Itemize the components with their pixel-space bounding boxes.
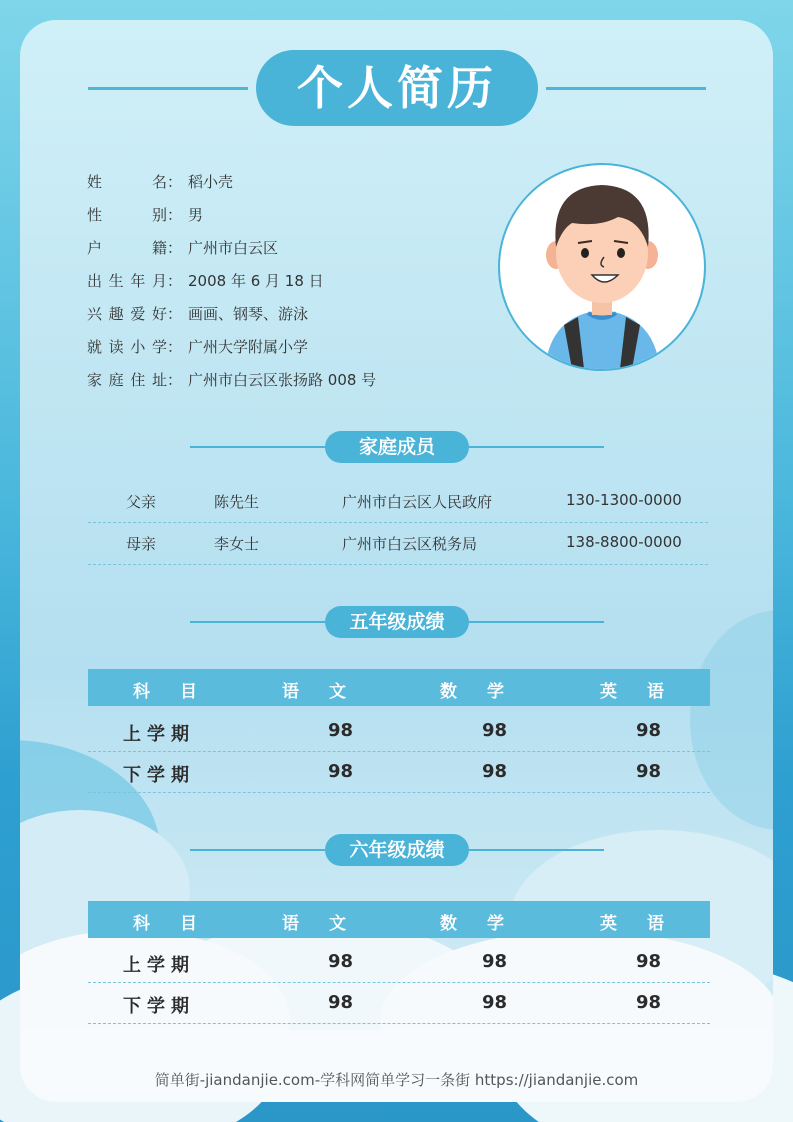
section-heading-grade6: 六年级成绩 <box>325 834 469 866</box>
score-english: 98 <box>636 761 662 782</box>
info-row-hukou: 户籍： 广州市白云区 <box>87 232 376 265</box>
info-value: 广州市白云区张扬路 008 号 <box>188 371 377 389</box>
page-title: 个人简历 <box>256 50 538 126</box>
family-phone: 130-1300-0000 <box>566 491 682 509</box>
column-header: 数学 <box>440 682 534 702</box>
family-row <box>88 522 708 565</box>
info-label: 姓名 <box>87 173 167 191</box>
info-row-address: 家庭住址： 广州市白云区张扬路 008 号 <box>87 364 376 397</box>
family-workplace: 广州市白云区人民政府 <box>342 493 493 511</box>
section-line-left <box>190 446 325 448</box>
term-label: 下学期 <box>123 765 195 786</box>
info-value: 男 <box>188 206 204 224</box>
family-phone: 138-8800-0000 <box>566 533 682 551</box>
section-line-right <box>469 446 604 448</box>
family-relation: 母亲 <box>126 535 157 553</box>
family-row <box>88 480 708 523</box>
info-value: 稻小壳 <box>188 173 234 191</box>
table-row <box>88 941 710 983</box>
table-row <box>88 751 710 793</box>
avatar <box>498 163 706 371</box>
title-line-right <box>546 87 706 90</box>
term-label: 上学期 <box>123 724 195 745</box>
info-label: 户籍 <box>87 239 167 257</box>
footer-watermark: 简单街-jiandanjie.com-学科网简单学习一条街 https://jiandanjie.com <box>154 1071 639 1089</box>
grade5-table-header <box>88 669 710 706</box>
term-label: 下学期 <box>123 996 195 1017</box>
section-line-right <box>469 621 604 623</box>
info-value: 广州市白云区 <box>188 239 279 257</box>
family-relation: 父亲 <box>126 493 157 511</box>
score-english: 98 <box>636 720 662 741</box>
score-chinese: 98 <box>328 720 354 741</box>
section-line-left <box>190 621 325 623</box>
info-value: 画画、钢琴、游泳 <box>188 305 309 323</box>
boy-avatar-icon <box>500 165 704 369</box>
family-workplace: 广州市白云区税务局 <box>342 535 478 553</box>
column-header: 英语 <box>600 682 694 702</box>
score-math: 98 <box>482 720 508 741</box>
section-line-left <box>190 849 325 851</box>
score-math: 98 <box>482 992 508 1013</box>
info-value: 广州大学附属小学 <box>188 338 309 356</box>
section-line-right <box>469 849 604 851</box>
family-name: 陈先生 <box>214 493 260 511</box>
grade6-table-header <box>88 901 710 938</box>
table-row <box>88 710 710 752</box>
score-math: 98 <box>482 951 508 972</box>
column-header: 科目 <box>133 682 227 702</box>
score-math: 98 <box>482 761 508 782</box>
column-header: 科目 <box>133 914 227 934</box>
info-value: 2008 年 6 月 18 日 <box>188 272 324 290</box>
info-row-school: 就读小学： 广州大学附属小学 <box>87 331 376 364</box>
title-line-left <box>88 87 248 90</box>
column-header: 数学 <box>440 914 534 934</box>
score-chinese: 98 <box>328 761 354 782</box>
section-heading-grade5: 五年级成绩 <box>325 606 469 638</box>
section-heading-family: 家庭成员 <box>325 431 469 463</box>
info-label: 出生年月 <box>87 272 167 290</box>
info-label: 兴趣爱好 <box>87 305 167 323</box>
column-header: 语文 <box>282 682 376 702</box>
term-label: 上学期 <box>123 955 195 976</box>
info-row-name: 姓名： 稻小壳 <box>87 166 376 199</box>
info-row-birth: 出生年月： 2008 年 6 月 18 日 <box>87 265 376 298</box>
column-header: 英语 <box>600 914 694 934</box>
info-label: 家庭住址 <box>87 371 167 389</box>
score-english: 98 <box>636 951 662 972</box>
info-row-hobby: 兴趣爱好： 画画、钢琴、游泳 <box>87 298 376 331</box>
family-name: 李女士 <box>214 535 260 553</box>
info-label: 就读小学 <box>87 338 167 356</box>
info-label: 性别 <box>87 206 167 224</box>
score-english: 98 <box>636 992 662 1013</box>
personal-info <box>87 166 376 397</box>
score-chinese: 98 <box>328 951 354 972</box>
score-chinese: 98 <box>328 992 354 1013</box>
table-row <box>88 982 710 1024</box>
info-row-gender: 性别： 男 <box>87 199 376 232</box>
resume-card <box>20 20 773 1102</box>
column-header: 语文 <box>282 914 376 934</box>
